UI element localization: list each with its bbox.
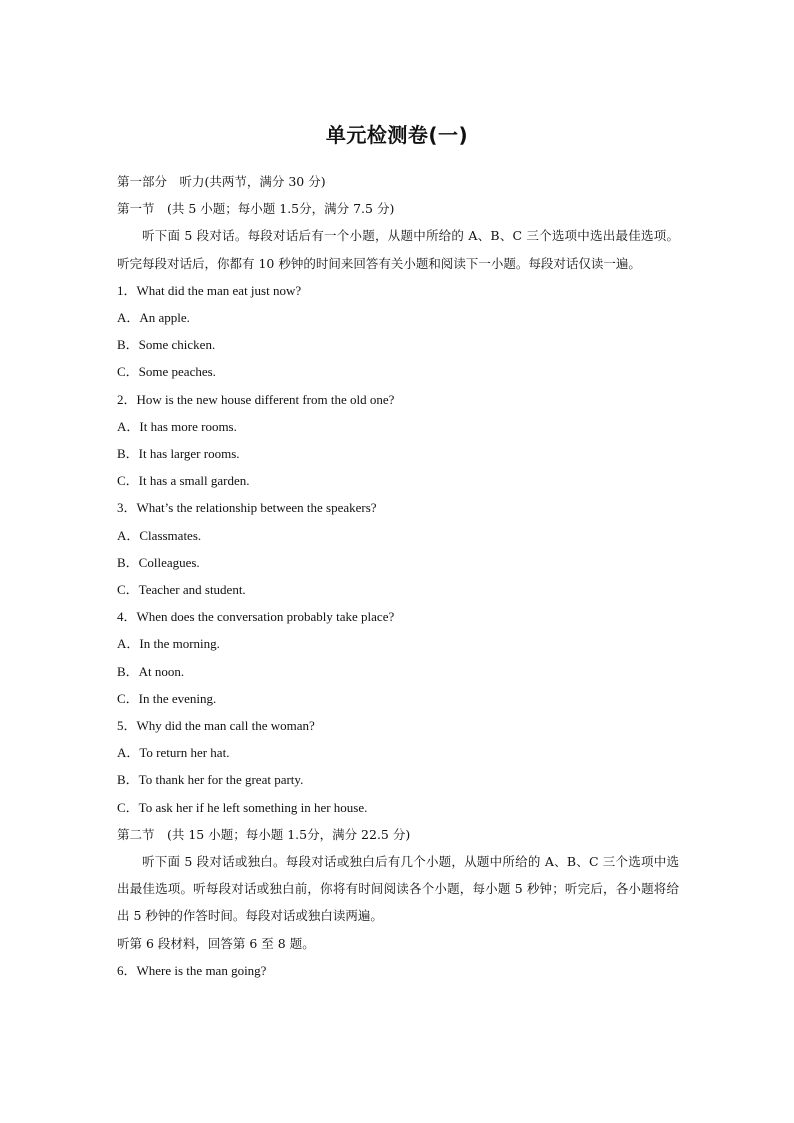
question-3-option-b: B．Colleagues. <box>117 554 200 570</box>
material6-heading: 听第 6 段材料，回答第 6 至 8 题。 <box>117 935 315 951</box>
question-3-stem: 3．What’s the relationship between the speakers? <box>117 500 377 516</box>
question-2-stem: 2．How is the new house different from the old one? <box>117 391 395 407</box>
question-3-option-a: A．Classmates. <box>117 527 202 543</box>
question-2-option-a: A．It has more rooms. <box>117 418 237 434</box>
exam-content <box>117 168 679 984</box>
question-1-stem: 1．What did the man eat just now? <box>117 282 302 298</box>
page-title: 单元检测卷(一) <box>325 123 469 147</box>
question-1-option-a: A．An apple. <box>117 310 190 326</box>
question-4-option-c: C．In the evening. <box>117 690 217 706</box>
section1-instructions: 听下面 5 段对话。每段对话后有一个小题，从题中所给的 A、B、C 三个选项中选出最佳选项。听完每段对话后，你都有 10 秒钟的时间来回答有关小题和阅读下一小题。每段对话仅读一遍。 <box>117 228 679 271</box>
question-2-option-b: B．It has larger rooms. <box>117 446 240 462</box>
section2-instructions: 听下面 5 段对话或独白。每段对话或独白后有几个小题，从题中所给的 A、B、C 三个选项中选出最佳选项。听每段对话或独白前，你将有时间阅读各个小题，每小题 5 秒钟；听完后，各小题将给出 5 秒钟的作答时间。每段对话或独白读两遍。 <box>117 854 679 924</box>
question-4-option-a: A．In the morning. <box>117 636 220 652</box>
question-5-option-c: C．To ask her if he left something in her house. <box>117 799 368 815</box>
question-1-option-c: C．Some peaches. <box>117 364 216 380</box>
section2-heading: 第二节 (共 15 小题；每小题 1.5分，满分 22.5 分) <box>117 826 411 842</box>
question-4-option-b: B．At noon. <box>117 663 185 679</box>
section1-heading: 第一节 (共 5 小题；每小题 1.5分，满分 7.5 分) <box>117 201 395 217</box>
question-4-stem: 4．When does the conversation probably take place? <box>117 609 395 625</box>
question-5-option-a: A．To return her hat. <box>117 745 230 761</box>
question-1-option-b: B．Some chicken. <box>117 337 216 353</box>
question-6-stem: 6．Where is the man going? <box>117 962 267 978</box>
part1-heading: 第一部分 听力(共两节，满分 30 分) <box>117 174 326 189</box>
question-5-option-b: B．To thank her for the great party. <box>117 772 304 788</box>
question-3-option-c: C．Teacher and student. <box>117 582 246 598</box>
question-5-stem: 5．Why did the man call the woman? <box>117 718 315 734</box>
question-2-option-c: C．It has a small garden. <box>117 473 250 489</box>
